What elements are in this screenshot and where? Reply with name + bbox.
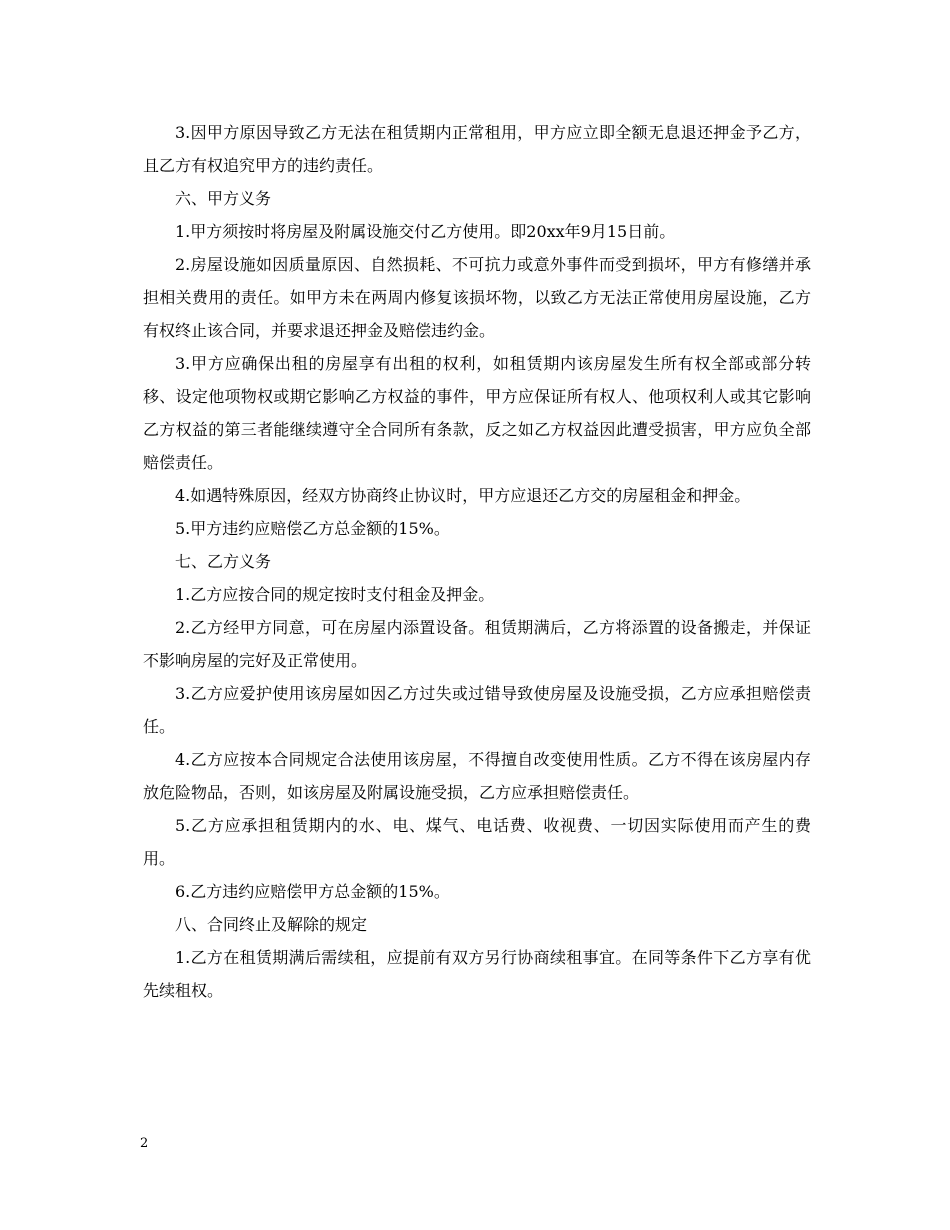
paragraph-a-3: 3.甲方应确保出租的房屋享有出租的权利，如租赁期内该房屋发生所有权全部或部分转移、设定他项物权或期它影响乙方权益的事件，甲方应保证所有权人、他项权利人或其它影响乙方权益的第三者能继续遵守全合同所有条款，反之如乙方权益因此遭受损害，甲方应负全部赔偿责任。 [143, 354, 811, 472]
paragraph-termination-1: 1.乙方在租赁期满后需续租，应提前有双方另行协商续租事宜。在同等条件下乙方享有优先续租权。 [143, 948, 811, 1000]
paragraph-b-5: 5.乙方应承担租赁期内的水、电、煤气、电话费、收视费、一切因实际使用而产生的费用。 [143, 816, 811, 868]
document-body [143, 116, 811, 1007]
paragraph-b-1: 1.乙方应按合同的规定按时支付租金及押金。 [175, 585, 495, 604]
page-number: 2 [140, 1136, 149, 1151]
section-heading-party-b-obligations: 七、乙方义务 [175, 552, 272, 571]
section-heading-party-a-obligations: 六、甲方义务 [175, 189, 272, 208]
paragraph-a-1: 1.甲方须按时将房屋及附属设施交付乙方使用。即20xx年9月15日前。 [175, 222, 676, 241]
paragraph-b-3: 3.乙方应爱护使用该房屋如因乙方过失或过错导致使房屋及设施受损，乙方应承担赔偿责任。 [143, 684, 811, 736]
paragraph-b-6: 6.乙方违约应赔偿甲方总金额的15%。 [175, 882, 450, 901]
paragraph-b-4: 4.乙方应按本合同规定合法使用该房屋，不得擅自改变使用性质。乙方不得在该房屋内存放危险物品，否则，如该房屋及附属设施受损，乙方应承担赔偿责任。 [143, 750, 811, 802]
paragraph-a-5: 5.甲方违约应赔偿乙方总金额的15%。 [175, 519, 450, 538]
paragraph-deposit-refund: 3.因甲方原因导致乙方无法在租赁期内正常租用，甲方应立即全额无息退还押金予乙方，且乙方有权追究甲方的违约责任。 [143, 123, 811, 175]
paragraph-a-2: 2.房屋设施如因质量原因、自然损耗、不可抗力或意外事件而受到损坏，甲方有修缮并承担相关费用的责任。如甲方未在两周内修复该损坏物，以致乙方无法正常使用房屋设施，乙方有权终止该合同，并要求退还押金及赔偿违约金。 [143, 255, 811, 340]
section-heading-termination: 八、合同终止及解除的规定 [175, 915, 368, 934]
paragraph-b-2: 2.乙方经甲方同意，可在房屋内添置设备。租赁期满后，乙方将添置的设备搬走，并保证不影响房屋的完好及正常使用。 [143, 618, 811, 670]
paragraph-a-4: 4.如遇特殊原因，经双方协商终止协议时，甲方应退还乙方交的房屋租金和押金。 [175, 486, 751, 505]
